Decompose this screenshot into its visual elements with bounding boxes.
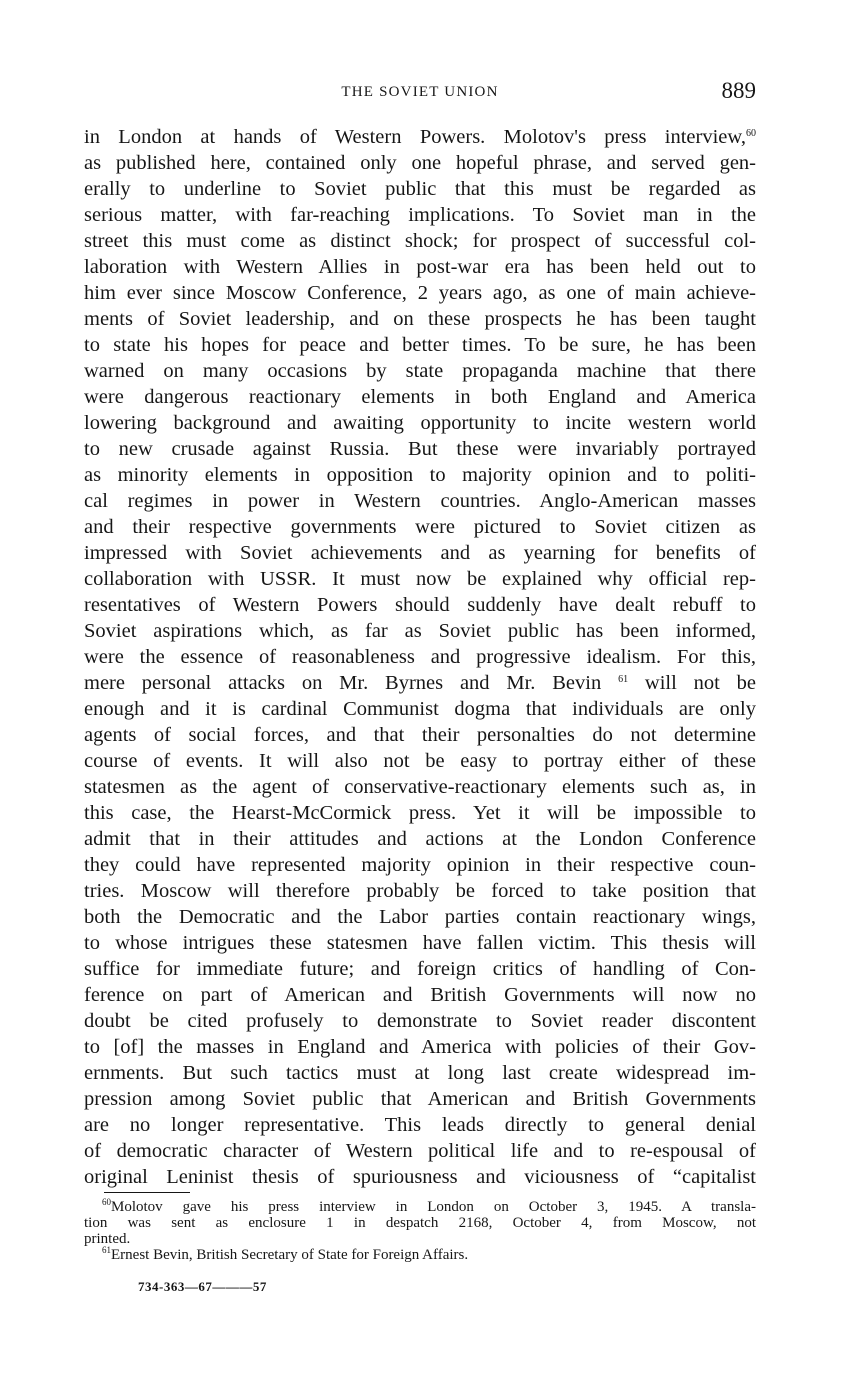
text-line: and their respective governments were pictured to Soviet citizen as xyxy=(84,516,756,538)
text-line: collaboration with USSR. It must now be explained why official rep- xyxy=(84,568,756,590)
text-line: statesmen as the agent of conservative-reactionary elements such as, in xyxy=(84,776,756,798)
text-line: were the essence of reasonableness and progressive idealism. For this, xyxy=(84,646,756,668)
text-line: him ever since Moscow Conference, 2 years ago, as one of main achieve- xyxy=(84,282,756,304)
text-line: pression among Soviet public that American and British Governments xyxy=(84,1088,756,1110)
footnote-60-line: $^{60}$Molotov gave his press interview in London on October 3, 1945. A transla- xyxy=(102,1197,756,1215)
text-line: agents of social forces, and that their personalties do not determine xyxy=(84,724,756,746)
text-line: impressed with Soviet achievements and as yearning for benefits of xyxy=(84,542,756,564)
footnote-number: 61 xyxy=(102,1245,111,1255)
page-header xyxy=(84,78,756,110)
text-line: were dangerous reactionary elements in both England and America xyxy=(84,386,756,408)
footnote-61-line: $^{61}$Ernest Bevin, British Secretary of State for Foreign Affairs. xyxy=(102,1245,469,1263)
body-text xyxy=(84,124,756,1190)
text-line: ference on part of American and British Governments will now no xyxy=(84,984,756,1006)
text-line: enough and it is cardinal Communist dogma that individuals are only xyxy=(84,698,756,720)
text-line: this case, the Hearst-McCormick press. Yet it will be impossible to xyxy=(84,802,756,824)
text-line: in London at hands of Western Powers. Molotov's press interview,$^{60}$ xyxy=(84,126,756,148)
text-line: admit that in their attitudes and actions at the London Conference xyxy=(84,828,756,850)
text-line: are no longer representative. This leads directly to general denial xyxy=(84,1114,756,1136)
running-head: THE SOVIET UNION xyxy=(341,84,499,100)
text-line: tries. Moscow will therefore probably be forced to take position that xyxy=(84,880,756,902)
text-line: mere personal attacks on Mr. Byrnes and Mr. Bevin $^{61}$ will not be xyxy=(84,672,757,694)
text-line: to [of] the masses in England and America with policies of their Gov- xyxy=(84,1036,756,1058)
text-line: as minority elements in opposition to majority opinion and to politi- xyxy=(84,464,756,486)
text-line: to whose intrigues these statesmen have fallen victim. This thesis will xyxy=(84,932,756,954)
text-line: suffice for immediate future; and foreign critics of handling of Con- xyxy=(84,958,756,980)
footnotes xyxy=(84,1199,756,1263)
print-code: 734-363—67———57 xyxy=(138,1279,267,1294)
footnote-number: 60 xyxy=(102,1197,111,1207)
page-number: 889 xyxy=(721,78,756,103)
text-line: both the Democratic and the Labor parties contain reactionary wings, xyxy=(84,906,756,928)
text-line: ments of Soviet leadership, and on these prospects he has been taught xyxy=(84,308,756,330)
text-line: laboration with Western Allies in post-war era has been held out to xyxy=(84,256,756,278)
footnote-ref-60: 60 xyxy=(746,128,756,139)
footnote-60-line: tion was sent as enclosure 1 in despatch 2168, October 4, from Moscow, not xyxy=(84,1215,756,1231)
text-line: ernments. But such tactics must at long last create widespread im- xyxy=(84,1062,756,1084)
footnote-divider xyxy=(104,1192,190,1193)
footnote-60-line: printed. xyxy=(84,1231,131,1247)
text-line: they could have represented majority opinion in their respective coun- xyxy=(84,854,756,876)
footnote-ref-61: 61 xyxy=(618,674,629,685)
text-line: serious matter, with far-reaching implications. To Soviet man in the xyxy=(84,204,756,226)
text-line: resentatives of Western Powers should suddenly have dealt rebuff to xyxy=(84,594,756,616)
text-line: original Leninist thesis of spuriousness and viciousness of “capitalist xyxy=(84,1166,756,1188)
text-line: erally to underline to Soviet public that this must be regarded as xyxy=(84,178,756,200)
text-line: course of events. It will also not be easy to portray either of these xyxy=(84,750,756,772)
text-line: of democratic character of Western political life and to re-espousal of xyxy=(84,1140,756,1162)
text-line: Soviet aspirations which, as far as Soviet public has been informed, xyxy=(84,620,756,642)
text-line: street this must come as distinct shock; for prospect of successful col- xyxy=(84,230,756,252)
text-line: to state his hopes for peace and better times. To be sure, he has been xyxy=(84,334,756,356)
text-line: as published here, contained only one hopeful phrase, and served gen- xyxy=(84,152,756,174)
text-line: cal regimes in power in Western countries. Anglo-American masses xyxy=(84,490,756,512)
text-line: warned on many occasions by state propaganda machine that there xyxy=(84,360,756,382)
text-line: to new crusade against Russia. But these were invariably portrayed xyxy=(84,438,756,460)
text-line: lowering background and awaiting opportunity to incite western world xyxy=(84,412,756,434)
text-line: doubt be cited profusely to demonstrate to Soviet reader discontent xyxy=(84,1010,756,1032)
